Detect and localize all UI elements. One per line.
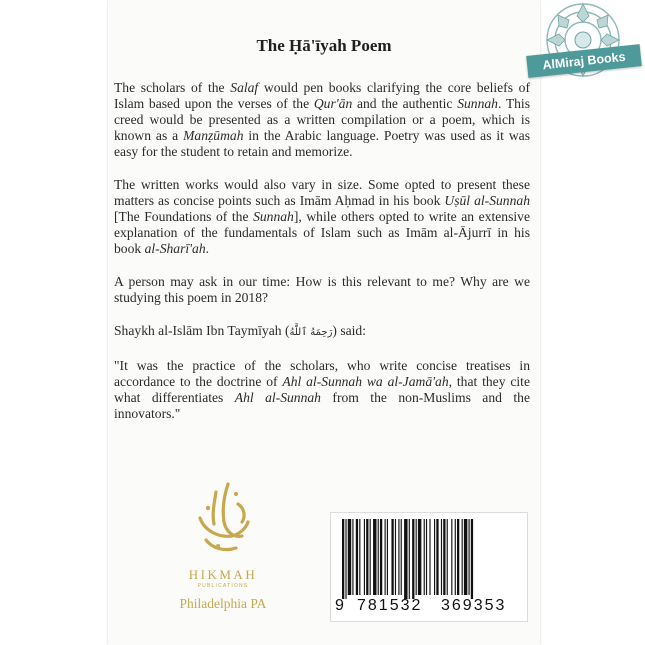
barcode-bar: [385, 519, 386, 595]
barcode-bar: [378, 519, 379, 595]
text: in the Arabic language. Poetry was used as it was easy for the student to retain and memorize.: [114, 128, 530, 159]
barcode-bar: [380, 519, 382, 595]
barcode-bar: [441, 519, 442, 595]
publisher-name: HIKMAH: [188, 567, 258, 582]
text: The written works would also vary in size. Some opted to present these matters as concise points such as Imām Aḥmad in his book: [114, 177, 530, 208]
barcode-bar: [373, 519, 376, 595]
barcode-bar: [395, 519, 396, 595]
term-quran: Qur'ān: [313, 96, 353, 111]
barcode-bar: [418, 519, 421, 595]
text: from the non-Muslims and the innovators.": [114, 390, 530, 421]
arabic-honorific: رَحِمَهُ ٱللَّهُ: [289, 327, 333, 338]
term-salaf: Salaf: [230, 80, 259, 95]
publisher-sub: PUBLICATIONS: [197, 583, 249, 589]
text: Shaykh al-Islām Ibn Taymīyah (: [114, 323, 290, 338]
barcode-bar: [345, 519, 346, 599]
barcode-bar: [424, 519, 425, 595]
barcode-bar: [443, 519, 445, 595]
text: would pen books clarifying the core beliefs of Islam based upon the verses of the: [114, 80, 530, 111]
term-ahl-al-sunnah: Ahl al-Sunnah: [234, 390, 321, 405]
barcode-bar: [429, 519, 430, 595]
barcode-bar: [447, 519, 448, 595]
barcode-bar: [409, 519, 410, 599]
barcode-bar: [469, 519, 470, 595]
text: The scholars of the: [114, 80, 231, 95]
paragraph-1: [114, 80, 530, 160]
barcode-bar: [387, 519, 388, 595]
text: ], while others opted to write an extensive explanation of the fundamentals of Islam such as Imām al-Ājurrī in his book: [114, 209, 530, 256]
barcode-bar: [370, 519, 371, 595]
book-title-usul: Uṣūl al-Sunnah: [444, 193, 530, 208]
text: "It was the practice of the scholars, who write concise treatises in accordance to the doctrine of: [114, 358, 530, 389]
badge-label: AlMiraj Books: [526, 44, 642, 78]
barcode-bar: [457, 519, 459, 595]
text: , that they cite what differentiates: [114, 374, 530, 405]
term-manzumah: Manẓūmah: [183, 128, 244, 143]
publisher-city: Philadelphia PA: [179, 596, 267, 611]
barcode-bar: [464, 519, 467, 595]
book-title-sharia: al-Sharī'ah: [144, 241, 206, 256]
barcode-bar: [364, 519, 365, 595]
calligraphy-logo-icon: [188, 478, 258, 558]
book-back-cover: [108, 0, 540, 645]
barcode-group-1: 781532: [357, 597, 423, 614]
barcode-bar: [356, 519, 358, 595]
term-sunnah: Sunnah: [253, 209, 294, 224]
barcode-bar: [471, 519, 473, 599]
barcode-bar: [416, 519, 417, 595]
barcode-bars: [336, 519, 522, 599]
barcode-bar: [352, 519, 353, 595]
barcode-bar: [436, 519, 438, 595]
term-ahl-al-sunnah-wa-al-jamaah: Ahl al-Sunnah wa al-Jamā'ah: [282, 374, 449, 389]
barcode-first-digit: 9: [335, 597, 344, 614]
barcode-bar: [348, 519, 351, 595]
barcode-bar: [391, 519, 393, 595]
seller-badge: [525, 0, 643, 104]
barcode-group-2: 369353: [441, 597, 507, 614]
barcode-bar: [426, 519, 427, 595]
barcode-bar: [401, 519, 402, 595]
text: ) said:: [332, 323, 367, 338]
barcode-bar: [366, 519, 368, 595]
text: . This creed would be presented as a written compilation or a poem, which is known as a: [114, 96, 531, 143]
barcode-bar: [342, 519, 344, 599]
text: .: [205, 241, 210, 256]
barcode-bar: [398, 519, 399, 595]
isbn-barcode: [330, 512, 528, 622]
barcode-bar: [455, 519, 456, 595]
body-text: [114, 80, 530, 439]
text: and the authentic: [352, 96, 458, 111]
text: [The Foundations of the: [114, 209, 254, 224]
barcode-bar: [434, 519, 435, 595]
paragraph-2: [114, 177, 530, 257]
paragraph-4: [114, 323, 530, 341]
barcode-bar: [462, 519, 463, 595]
barcode-bar: [451, 519, 452, 595]
barcode-bar: [412, 519, 414, 599]
paragraph-3: A person may ask in our time: How is this relevant to me? Why are we studying this poem in 2018?: [114, 274, 530, 305]
barcode-bar: [404, 519, 407, 599]
paragraph-5-quote: [114, 358, 530, 422]
term-sunnah: Sunnah: [457, 96, 498, 111]
barcode-bar: [359, 519, 360, 595]
page-title: The Ḥā'īyah Poem: [256, 36, 392, 55]
